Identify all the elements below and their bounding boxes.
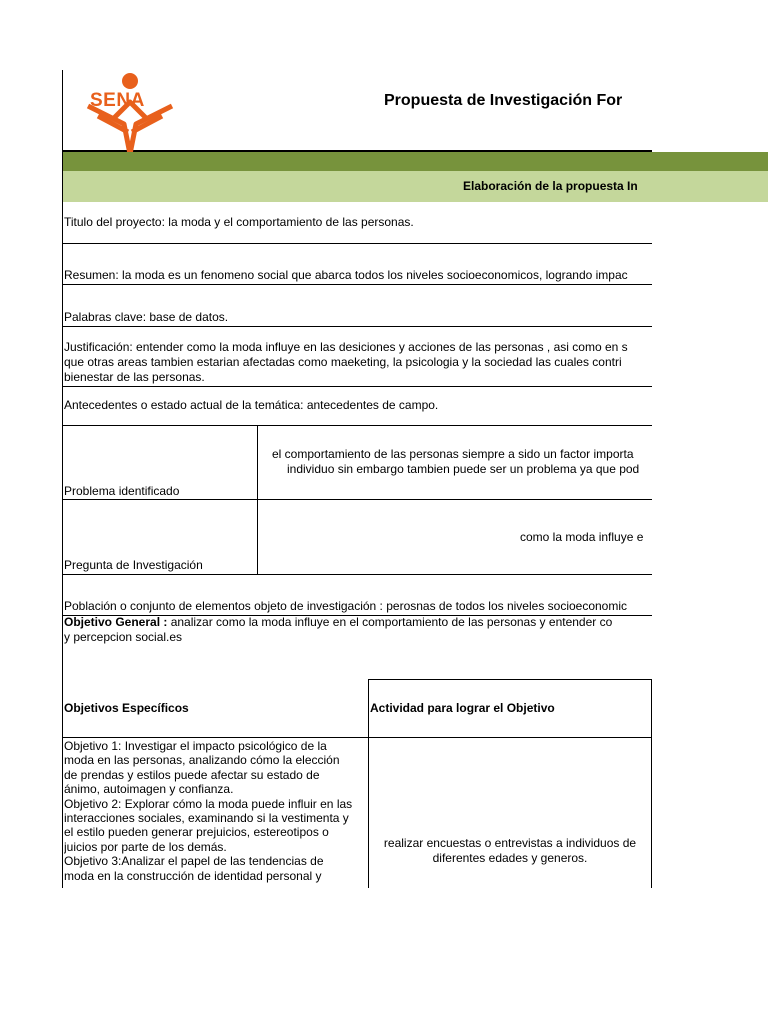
project-title-row: Titulo del proyecto: la moda y el comportamiento de las personas. <box>64 215 414 229</box>
section-subtitle: Elaboración de la propuesta In <box>463 179 638 193</box>
sena-logo-mark <box>84 72 176 156</box>
green-band-dark <box>63 152 768 171</box>
activity-cell <box>369 836 651 866</box>
objective-line: de prendas y estilos puede afectar su estado de <box>64 767 320 782</box>
objective-line: Objetivo 1: Investigar el impacto psicológico de la <box>64 739 327 753</box>
objective-line: Objetivo 2: Explorar cómo la moda puede influir en las <box>64 796 353 811</box>
divider <box>62 243 652 244</box>
activity-line: diferentes edades y generos. <box>432 851 588 865</box>
divider <box>62 326 652 327</box>
objective-line: moda en las personas, analizando cómo la elección <box>64 753 340 768</box>
logo-text: SENA <box>90 90 145 111</box>
table-header-activity: Actividad para lograr el Objetivo <box>370 701 555 715</box>
summary-row: Resumen: la moda es un fenomeno social que abarca todos los niveles socioeconomicos, logrando impac <box>64 268 628 282</box>
general-objective-text: analizar como la moda influye en el comportamiento de las personas y entender co <box>167 615 613 629</box>
divider <box>62 574 652 575</box>
justification-line: bienestar de las personas. <box>64 370 205 384</box>
problem-text-line: individuo sin embargo tambien puede ser un problema ya que pod <box>287 462 640 476</box>
objective-line: ánimo, autoimagen y confianza. <box>64 782 234 797</box>
population-row: Población o conjunto de elementos objeto de investigación : perosnas de todos los niveles socioeconomic <box>64 599 628 613</box>
question-text: como la moda influye e <box>520 530 644 544</box>
divider <box>62 499 652 500</box>
table-right-border <box>651 679 652 888</box>
general-objective-row <box>64 615 652 629</box>
background-row: Antecedentes o estado actual de la temática: antecedentes de campo. <box>64 398 439 412</box>
objective-line: moda en la construcción de identidad personal y <box>64 868 322 883</box>
sena-logo <box>84 72 176 156</box>
page-title: Propuesta de Investigación For <box>384 92 623 109</box>
activity-line: realizar encuestas o entrevistas a individuos de <box>383 836 637 850</box>
divider <box>62 284 652 285</box>
divider <box>62 386 652 387</box>
question-label: Pregunta de Investigación <box>64 558 203 572</box>
table-header-line <box>62 737 652 738</box>
objective-line: Objetivo 3:Analizar el papel de las tendencias de <box>64 854 324 869</box>
justification-line: que otras areas tambien estarian afectadas como maeketing, la psicologia y la sociedad las cuales contri <box>64 355 622 369</box>
table-header-objectives: Objetivos Específicos <box>64 701 189 715</box>
green-band-light <box>63 171 768 202</box>
general-objective-line2: y percepcion social.es <box>64 630 183 644</box>
objectives-cell <box>64 739 367 888</box>
problem-label: Problema identificado <box>64 484 180 498</box>
keywords-row: Palabras clave: base de datos. <box>64 310 229 324</box>
objective-line: el estilo pueden generar prejuicios, estereotipos o <box>64 825 329 840</box>
objective-line: interacciones sociales, examinando si la vestimenta y <box>64 811 349 826</box>
divider <box>62 425 652 426</box>
justification-line: Justificación: entender como la moda influye en las desiciones y acciones de las personas , asi como en s <box>64 340 628 354</box>
problem-text-line: el comportamiento de las personas siempre a sido un factor importa <box>272 447 634 461</box>
general-objective-label: Objetivo General : <box>64 615 168 629</box>
objective-line: juicios por parte de los demás. <box>64 839 227 854</box>
table-top-line <box>368 679 652 680</box>
